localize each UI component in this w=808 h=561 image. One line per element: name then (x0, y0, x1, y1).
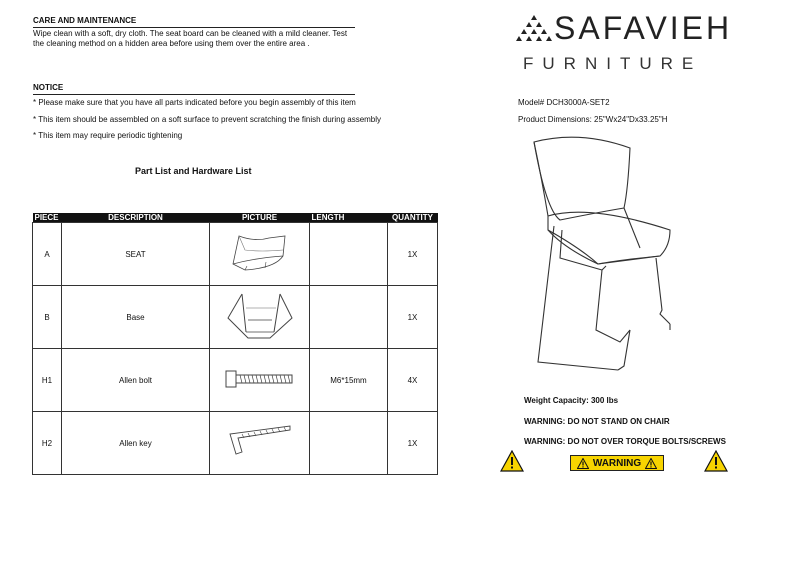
col-header-length: LENGTH (310, 213, 388, 223)
quantity-cell: 1X (388, 223, 438, 286)
warning-banner-text: WARNING (592, 457, 642, 469)
weight-capacity: Weight Capacity: 300 lbs (524, 396, 619, 405)
model-number: Model# DCH3000A-SET2 (518, 98, 610, 107)
warning-banner-right-icon (645, 458, 657, 469)
piece-cell: H1 (33, 349, 62, 412)
chair-illustration (520, 130, 700, 380)
description-cell: Allen key (62, 412, 210, 475)
table-row (33, 349, 438, 412)
col-header-piece: PIECE (33, 213, 62, 223)
safavieh-emblem-icon (515, 14, 553, 46)
warning-triangle-icon (500, 450, 524, 472)
notice-heading: NOTICE (33, 83, 64, 92)
warning-triangle-icon (704, 450, 728, 472)
quantity-cell: 4X (388, 349, 438, 412)
picture-cell (210, 223, 310, 286)
parts-table (32, 213, 438, 475)
picture-cell (210, 286, 310, 349)
sled-base-drawing (220, 288, 300, 344)
col-header-picture: PICTURE (210, 213, 310, 223)
product-dimensions: Product Dimensions: 25"Wx24"Dx33.25"H (518, 115, 668, 124)
warning-banner-left-icon (577, 458, 589, 469)
notice-item-1: * Please make sure that you have all parts indicated before you begin assembly of this item (33, 98, 356, 107)
col-header-description: DESCRIPTION (62, 213, 210, 223)
care-line-2: the cleaning method on a hidden area before using them over the entire area . (33, 39, 310, 48)
description-cell: Allen bolt (62, 349, 210, 412)
col-header-quantity: QUANTITY (388, 213, 438, 223)
length-cell (310, 223, 388, 286)
picture-cell (210, 349, 310, 412)
notice-item-2: * This item should be assembled on a soft surface to prevent scratching the finish during assembly (33, 115, 382, 124)
quantity-cell: 1X (388, 286, 438, 349)
care-heading: CARE AND MAINTENANCE (33, 16, 137, 25)
piece-cell: H2 (33, 412, 62, 475)
table-row (33, 286, 438, 349)
quantity-cell: 1X (388, 412, 438, 475)
description-cell: Base (62, 286, 210, 349)
table-row (33, 412, 438, 475)
notice-item-3: * This item may require periodic tightening (33, 131, 183, 140)
piece-cell: B (33, 286, 62, 349)
length-cell (310, 412, 388, 475)
length-cell (310, 286, 388, 349)
piece-cell: A (33, 223, 62, 286)
parts-title: Part List and Hardware List (135, 166, 252, 176)
warning-stand: WARNING: DO NOT STAND ON CHAIR (524, 417, 670, 426)
parts-header-row (33, 213, 438, 223)
bolt-drawing (222, 364, 298, 394)
seat-shell-drawing (225, 228, 295, 278)
brand-tagline: FURNITURE (523, 54, 703, 73)
notice-divider (33, 94, 355, 95)
warning-torque: WARNING: DO NOT OVER TORQUE BOLTS/SCREWS (524, 437, 726, 446)
table-row (33, 223, 438, 286)
description-cell: SEAT (62, 223, 210, 286)
warning-banner (570, 455, 664, 471)
care-divider (33, 27, 355, 28)
allen-key-drawing (222, 422, 298, 462)
care-line-1: Wipe clean with a soft, dry cloth. The seat board can be cleaned with a mild cleaner. Test (33, 29, 348, 38)
care-text (33, 29, 363, 49)
brand-name: SAFAVIEH (554, 10, 733, 46)
length-cell: M6*15mm (310, 349, 388, 412)
picture-cell (210, 412, 310, 475)
